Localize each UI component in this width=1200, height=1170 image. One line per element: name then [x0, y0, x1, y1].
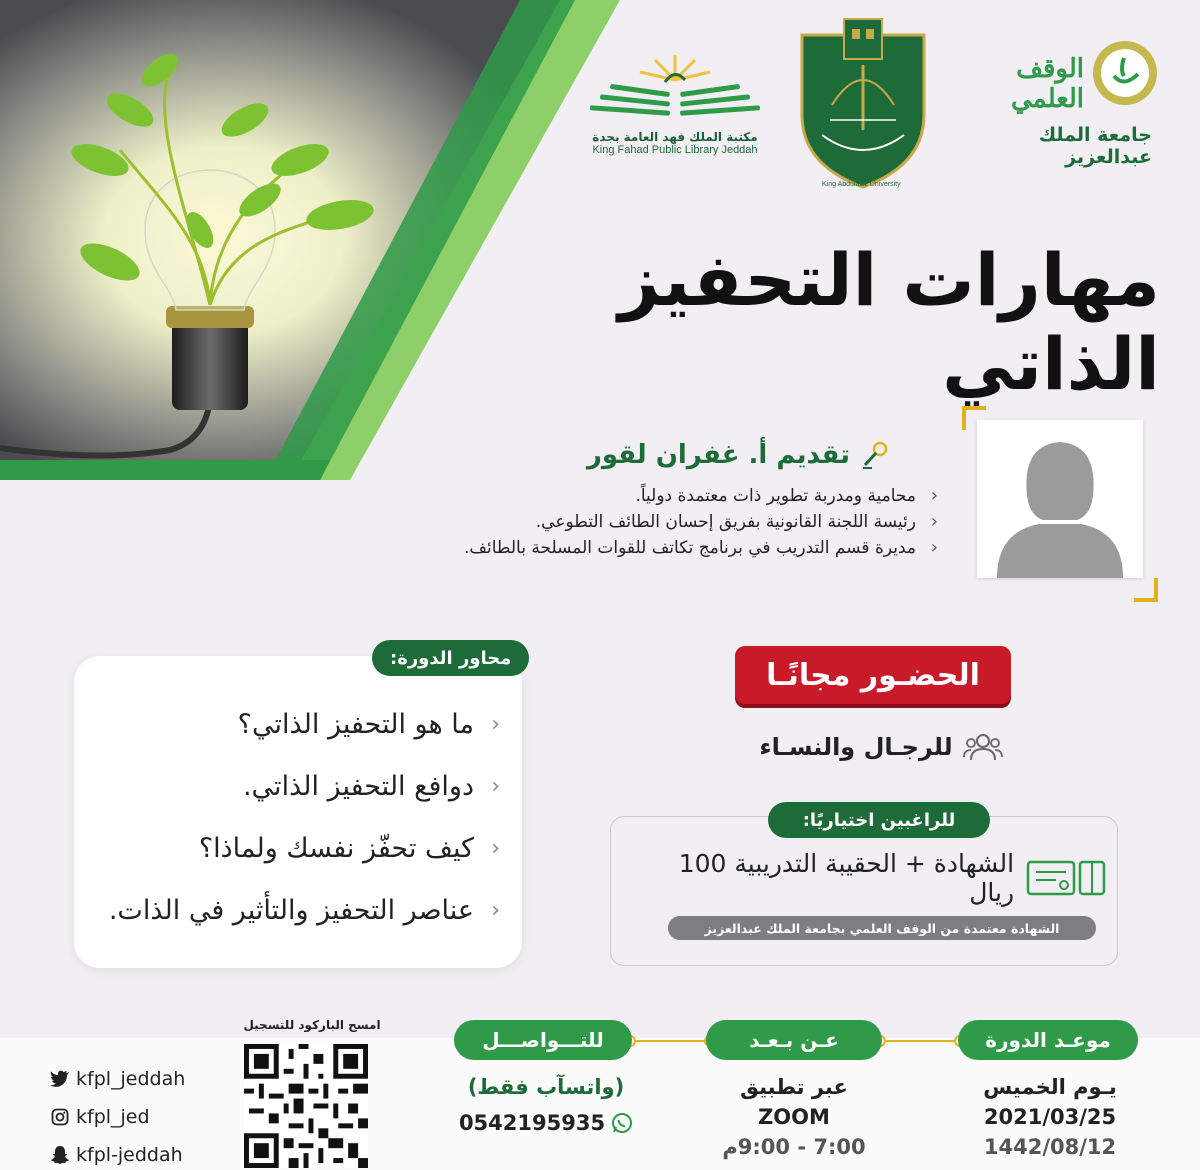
presenter-name-text: تقديم أ. غفران لقور	[586, 440, 850, 470]
kau-name-ar: جامعة الملك عبدالعزيز	[1038, 124, 1152, 168]
audience-text: للرجـال والنسـاء	[759, 733, 953, 761]
social-handle: kfpl-jeddah	[76, 1144, 183, 1166]
contact-phone-row[interactable]	[446, 1108, 646, 1138]
schedule-date-gregorian: 2021/03/25	[983, 1105, 1117, 1129]
presenter-bio	[338, 483, 938, 561]
topic-item: ‹ كيف تحفّز نفسك ولماذا؟	[80, 824, 500, 886]
schedule-info	[950, 1072, 1150, 1162]
social-instagram[interactable]	[50, 1098, 185, 1136]
presenter-name	[587, 440, 890, 470]
remote-info	[694, 1072, 894, 1162]
remote-via: عبر تطبيق	[740, 1075, 848, 1099]
book-icon	[580, 50, 770, 120]
topics-label: محاور الدورة:	[372, 640, 529, 676]
crest-icon	[792, 15, 934, 190]
person-silhouette-icon	[977, 420, 1143, 578]
people-icon	[963, 733, 1003, 761]
presenter-avatar	[977, 420, 1143, 578]
social-twitter[interactable]	[50, 1060, 185, 1098]
instagram-icon	[50, 1107, 70, 1127]
kau-crest-logo	[792, 15, 934, 190]
whatsapp-icon	[611, 1112, 633, 1134]
audience	[756, 730, 1006, 764]
schedule-label: موعـد الدورة	[958, 1020, 1138, 1060]
certificate-note: الشهادة معتمدة من الوقف العلمي بجامعة الملك عبدالعزيز	[668, 916, 1096, 940]
remote-time: 7:00 - 9:00م	[722, 1135, 866, 1159]
snapchat-icon	[50, 1145, 70, 1165]
kau-name-en: King Abdulaziz University	[822, 181, 901, 188]
page-title: مهارات التحفيز الذاتي	[618, 238, 1160, 406]
social-handle: kfpl_jed	[76, 1106, 150, 1128]
library-logo	[580, 50, 770, 160]
social-snapchat[interactable]	[50, 1136, 185, 1170]
qr-label: امسح الباركود للتسجيل	[243, 1018, 381, 1032]
free-attendance-badge: الحضـور مجانًـا	[735, 646, 1011, 704]
schedule-day: يـوم الخميس	[983, 1075, 1117, 1099]
topic-item: ‹ ما هو التحفيز الذاتي؟	[80, 700, 500, 762]
topics-list	[80, 700, 500, 948]
contact-info	[446, 1072, 646, 1138]
price-text: الشهادة + الحقيبة التدريبية 100 ريال	[678, 849, 1015, 907]
bio-item: ‹ محامية ومدربة تطوير ذات معتمدة دولياً.	[338, 483, 938, 509]
waqf-emblem-icon	[1090, 38, 1160, 108]
twitter-icon	[50, 1069, 70, 1089]
contact-label: للتـــواصـــل	[454, 1020, 632, 1060]
contact-note: (واتسآب فقط)	[467, 1075, 625, 1099]
certificate-icon	[1026, 858, 1106, 898]
schedule-date-hijri: 1442/08/12	[983, 1135, 1117, 1159]
social-handle: kfpl_jeddah	[76, 1068, 186, 1090]
contact-phone: 0542195935	[458, 1111, 606, 1135]
remote-label: عـن بـعـد	[706, 1020, 882, 1060]
topic-item: ‹ دوافع التحفيز الذاتي.	[80, 762, 500, 824]
remote-app: ZOOM	[758, 1105, 830, 1129]
microphone-icon	[860, 440, 890, 470]
waqf-name-ar: الوقف العلمي	[1011, 54, 1084, 114]
optional-label: للراغبين اختياريًا:	[768, 802, 990, 838]
library-name-en: King Fahad Public Library Jeddah	[592, 144, 758, 156]
waqf-logo	[970, 38, 1170, 168]
registration-qr-code[interactable]	[244, 1044, 368, 1168]
price-line	[626, 849, 1106, 907]
bio-item: ‹ مديرة قسم التدريب في برنامج تكاتف للقوات المسلحة بالطائف.	[338, 535, 938, 561]
library-name-ar: مكتبة الملك فهد العامة بجدة	[592, 130, 758, 144]
bio-item: ‹ رئيسة اللجنة القانونية بفريق إحسان الطائف التطوعي.	[338, 509, 938, 535]
topic-item: ‹ عناصر التحفيز والتأثير في الذات.	[80, 886, 500, 948]
social-links	[50, 1060, 185, 1170]
